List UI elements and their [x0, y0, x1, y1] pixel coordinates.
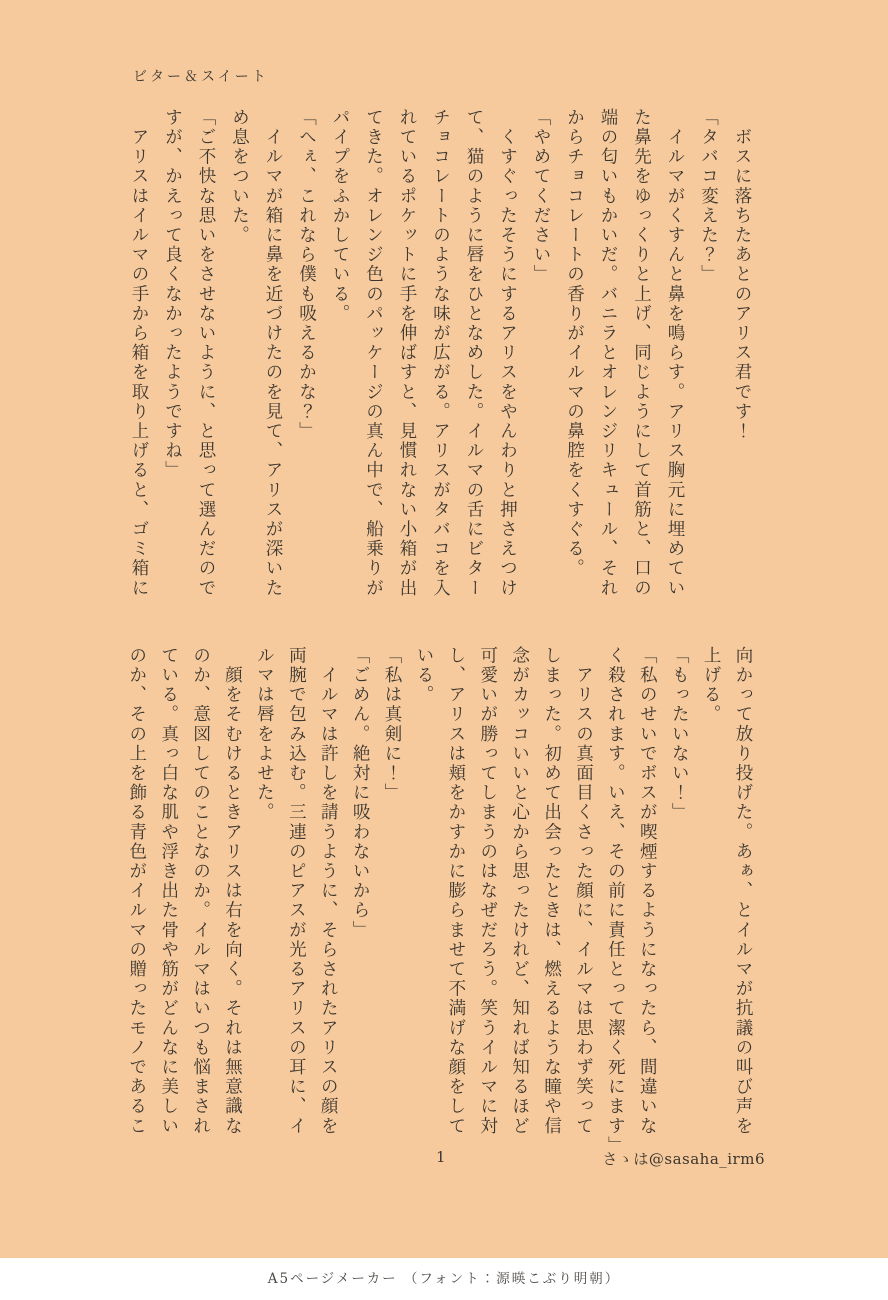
text-line: 「へぇ、これなら僕も吸えるかな？」: [296, 108, 317, 442]
text-line: アリスの真面目くさった顔に、イルマは思わず笑って: [573, 646, 594, 1136]
text-line: 「もったいない！」: [669, 646, 690, 823]
text-line: 向かって放り投げた。あぁ、とイルマが抗議の叫び声を: [733, 646, 753, 1136]
text-line: からチョコレートの香りがイルマの鼻腔をくすぐる。: [564, 108, 585, 579]
text-line: しまった。初めて出会ったときは、燃えるような瞳や信: [541, 646, 562, 1136]
page-number: 1: [436, 1148, 446, 1166]
text-line: パイプをふかしている。: [330, 108, 350, 324]
text-line: くすぐったそうにするアリスをやんわりと押さえつけ: [497, 108, 518, 598]
text-line: 端の匂いもかいだ。バニラとオレンジリキュール、それ: [598, 108, 618, 598]
text-line: ボスに落ちたあとのアリス君です！: [732, 108, 752, 442]
text-line: のか、その上を飾る青色がイルマの贈ったモノであるこ: [126, 646, 147, 1136]
page-title: ビター＆スイート: [133, 69, 269, 85]
text-line: アリスはイルマの手から箱を取り上げると、ゴミ箱に: [129, 108, 149, 598]
text-line: 「やめてください」: [531, 108, 551, 285]
text-line: すが、かえって良くなかったようですね」: [162, 108, 183, 481]
text-line: 念がカッコいいと心から思ったけれど、知れば知るほど: [509, 646, 530, 1136]
text-line: のか、意図してのことなのか。イルマはいつも悩まされ: [190, 646, 211, 1136]
text-block-lower: [120, 646, 758, 1156]
text-line: 可愛いが勝ってしまうのはなぜだろう。笑うイルマに対: [477, 646, 498, 1136]
text-line: ている。真っ白な肌や浮き出た骨や筋がどんなに美しい: [158, 646, 179, 1136]
text-line: 上げる。: [701, 646, 722, 725]
text-line: いる。: [413, 646, 434, 705]
text-line: チョコレートのような味が広がる。アリスがタバコを入: [430, 108, 451, 598]
text-line: イルマは許しを請うように、そらされたアリスの顔を: [318, 646, 339, 1136]
text-block-upper: [122, 108, 759, 618]
text-line: 両腕で包み込む。三連のピアスが光るアリスの耳に、イ: [286, 646, 307, 1136]
text-line: た鼻先をゆっくりと上げ、同じようにして首筋と、口の: [631, 108, 652, 598]
text-line: 顔をそむけるときアリスは右を向く。それは無意識な: [222, 646, 243, 1136]
text-line: 「私のせいでボスが喫煙するようになったら、間違いな: [637, 646, 658, 1136]
text-line: てきた。オレンジ色のパッケージの真ん中で、船乗りが: [363, 108, 384, 598]
author-credit: さゝは@sasaha_irm6: [602, 1150, 765, 1168]
text-line: く殺されます。いえ、その前に責任とって潔く死にます」: [605, 646, 626, 1156]
text-line: れているポケットに手を伸ばすと、見慣れない小箱が出: [397, 108, 417, 598]
text-line: 「私は真剣に！」: [382, 646, 403, 803]
text-line: 「ごめん。絶対に吸わないから」: [350, 646, 371, 940]
text-line: 「タバコ変えた？」: [698, 108, 719, 285]
text-line: 「ご不快な思いをさせないように、と思って選んだので: [196, 108, 216, 598]
footer-note: A5ページメーカー （フォント：源暎こぶり明朝）: [0, 1258, 888, 1300]
text-line: イルマがくすんと鼻を鳴らす。アリス胸元に埋めてい: [665, 108, 685, 598]
text-line: て、猫のように唇をひとなめした。イルマの舌にビター: [464, 108, 484, 598]
text-line: め息をついた。: [229, 108, 250, 246]
text-line: し、アリスは頬をかすかに膨らませて不満げな顔をして: [445, 646, 466, 1136]
text-line: ルマは唇をよせた。: [254, 646, 275, 823]
text-line: イルマが箱に鼻を近づけたのを見て、アリスが深いた: [263, 108, 283, 598]
